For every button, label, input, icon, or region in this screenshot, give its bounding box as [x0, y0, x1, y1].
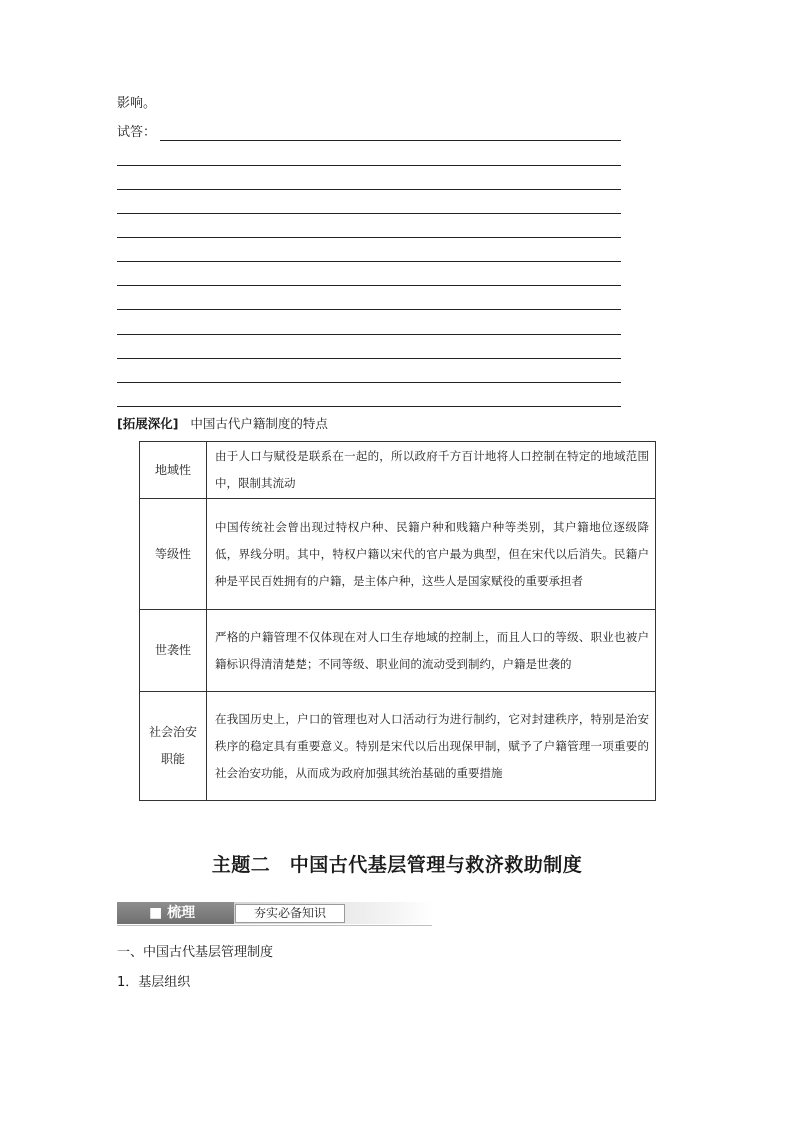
answer-line[interactable] — [117, 309, 621, 310]
features-table — [139, 441, 656, 801]
topic-title: 主题二 中国古代基层管理与救济救助制度 — [211, 854, 583, 876]
table-row — [140, 442, 656, 499]
row-key: 社会治安职能 — [140, 692, 207, 801]
expand-title: 中国古代户籍制度的特点 — [190, 416, 328, 431]
answer-line[interactable] — [160, 140, 621, 141]
answer-line[interactable] — [117, 406, 621, 407]
row-key: 等级性 — [140, 499, 207, 610]
heading-level-1: 一、中国古代基层管理制度 — [117, 945, 274, 960]
answer-line[interactable] — [117, 189, 621, 190]
answer-line[interactable] — [117, 358, 621, 359]
row-value: 由于人口与赋役是联系在一起的，所以政府千方百计地将人口控制在特定的地域范围中，限制其流动 — [207, 442, 656, 499]
row-value: 在我国历史上，户口的管理也对人口活动行为进行制约，它对封建秩序，特别是治安秩序的稳定具有重要意义。特别是宋代以后出现保甲制，赋予了户籍管理一项重要的社会治安功能，从而成为政府加强其统治基础的重要措施 — [207, 692, 656, 801]
answer-line[interactable] — [117, 213, 621, 214]
banner-label: ■ 梳理 — [117, 902, 234, 924]
answer-line[interactable] — [117, 165, 621, 166]
answer-line[interactable] — [117, 285, 621, 286]
row-key: 世袭性 — [140, 610, 207, 692]
table-row — [140, 499, 656, 610]
expand-tag: [拓展深化] — [117, 416, 179, 431]
table-row — [140, 610, 656, 692]
row-key: 地域性 — [140, 442, 207, 499]
banner-rule — [117, 925, 432, 926]
table-row — [140, 692, 656, 801]
banner-subtitle: 夯实必备知识 — [235, 904, 345, 923]
answer-line[interactable] — [117, 261, 621, 262]
heading-level-2: 1．基层组织 — [117, 975, 191, 990]
expand-heading — [117, 416, 328, 432]
row-value: 严格的户籍管理不仅体现在对人口生存地域的控制上，而且人口的等级、职业也被户籍标识得清清楚楚；不同等级、职业间的流动受到制约，户籍是世袭的 — [207, 610, 656, 692]
section-banner — [117, 902, 432, 926]
answer-line[interactable] — [117, 334, 621, 335]
intro-continuation: 影响。 — [117, 96, 157, 111]
answer-line[interactable] — [117, 382, 621, 383]
answer-line[interactable] — [117, 237, 621, 238]
answer-label: 试答： — [117, 125, 157, 140]
row-value: 中国传统社会曾出现过特权户种、民籍户种和贱籍户种等类别，其户籍地位逐级降低，界线分明。其中，特权户籍以宋代的官户最为典型，但在宋代以后消失。民籍户种是平民百姓拥有的户籍，是主体户种，这些人是国家赋役的重要承担者 — [207, 499, 656, 610]
